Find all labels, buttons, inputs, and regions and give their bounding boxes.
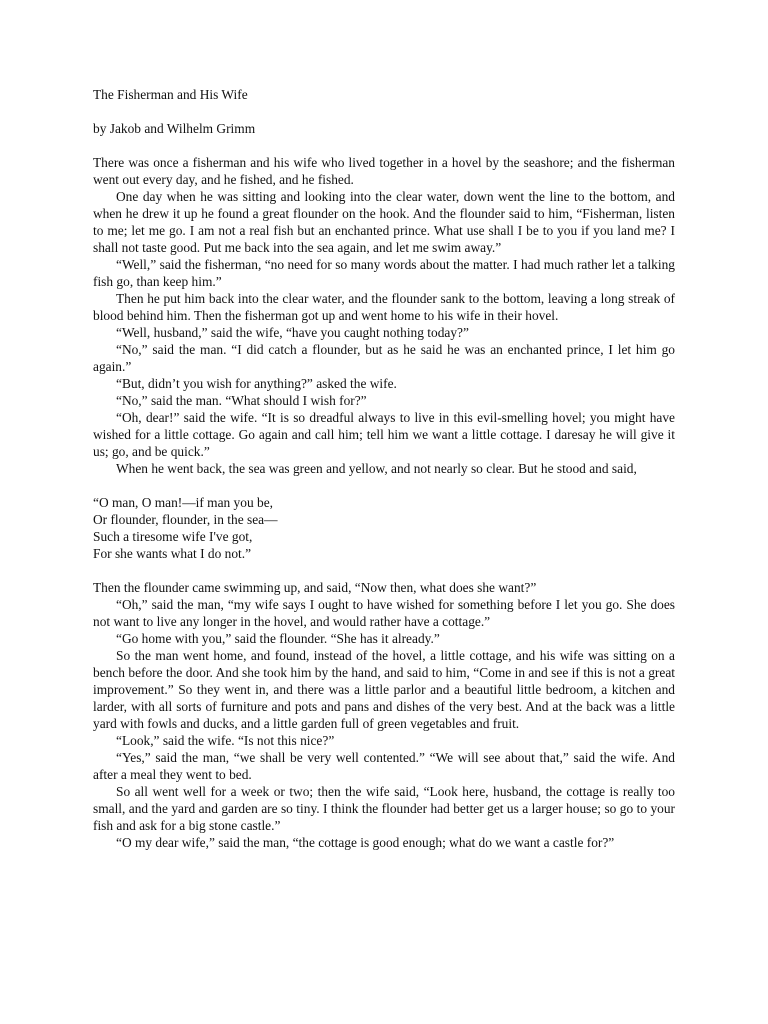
document-byline: by Jakob and Wilhelm Grimm: [93, 121, 256, 136]
story-paragraph: So all went well for a week or two; then the wife said, “Look here, husband, the cottage is really too small, and the yard and garden are so tiny. I think the flounder had better get us a larger house; so go to your fish and ask for a big stone castle.”: [93, 784, 675, 833]
verse-line: “O man, O man!—if man you be,: [93, 495, 273, 510]
story-paragraph: “Go home with you,” said the flounder. “She has it already.”: [116, 631, 440, 646]
verse-block: [93, 494, 675, 562]
document-title: The Fisherman and His Wife: [93, 87, 248, 102]
story-paragraph: “Oh, dear!” said the wife. “It is so dreadful always to live in this evil-smelling hovel; you might have wished for a little cottage. Go again and call him; tell him we want a little cottage. I daresay he will give it us; go, and be quick.”: [93, 410, 675, 459]
story-paragraph: “Well,” said the fisherman, “no need for so many words about the matter. I had much rather let a talking fish go, than keep him.”: [93, 257, 675, 289]
story-paragraph: Then the flounder came swimming up, and said, “Now then, what does she want?”: [93, 580, 537, 595]
verse-line: Or flounder, flounder, in the sea—: [93, 512, 278, 527]
story-paragraph: “No,” said the man. “What should I wish for?”: [116, 393, 367, 408]
story-paragraph: Then he put him back into the clear water, and the flounder sank to the bottom, leaving a long streak of blood behind him. Then the fisherman got up and went home to his wife in their hovel.: [93, 291, 675, 323]
verse-line: Such a tiresome wife I've got,: [93, 529, 253, 544]
story-paragraph: “Well, husband,” said the wife, “have you caught nothing today?”: [116, 325, 469, 340]
story-paragraph: “Yes,” said the man, “we shall be very well contented.” “We will see about that,” said the wife. And after a meal they went to bed.: [93, 750, 675, 782]
verse-line: For she wants what I do not.”: [93, 546, 252, 561]
story-paragraph: So the man went home, and found, instead of the hovel, a little cottage, and his wife was sitting on a bench before the door. And she took him by the hand, and said to him, “Come in and see if this is not a great improvement.” So they went in, and there was a little parlor and a beautiful little bedroom, a kitchen and larder, with all sorts of furniture and pots and pans and dishes of the very best. And at the back was a little yard with fowls and ducks, and a little garden full of green vegetables and fruit.: [93, 648, 675, 731]
story-paragraph: “O my dear wife,” said the man, “the cottage is good enough; what do we want a castle for?”: [116, 835, 615, 850]
story-paragraph: “Oh,” said the man, “my wife says I ought to have wished for something before I let you go. She does not want to live any longer in the hovel, and would rather have a cottage.”: [93, 597, 675, 629]
story-paragraph: “But, didn’t you wish for anything?” asked the wife.: [116, 376, 397, 391]
paragraphs-after-verse: [93, 579, 675, 851]
story-paragraph: There was once a fisherman and his wife who lived together in a hovel by the seashore; and the fisherman went out every day, and he fished, and he fished.: [93, 155, 675, 187]
story-paragraph: “Look,” said the wife. “Is not this nice?”: [116, 733, 335, 748]
document-page: [93, 86, 675, 851]
story-paragraph: “No,” said the man. “I did catch a flounder, but as he said he was an enchanted prince, I let him go again.”: [93, 342, 675, 374]
story-body: [93, 154, 675, 851]
story-paragraph: One day when he was sitting and looking into the clear water, down went the line to the bottom, and when he drew it up he found a great flounder on the hook. And the flounder said to him, “Fisherman, listen to me; let me go. I am not a real fish but an enchanted prince. What use shall I be to you if you land me? I shall not taste good. Put me back into the sea again, and let me swim away.”: [93, 189, 675, 255]
story-paragraph: When he went back, the sea was green and yellow, and not nearly so clear. But he stood and said,: [116, 461, 637, 476]
paragraphs-before-verse: [93, 154, 675, 477]
